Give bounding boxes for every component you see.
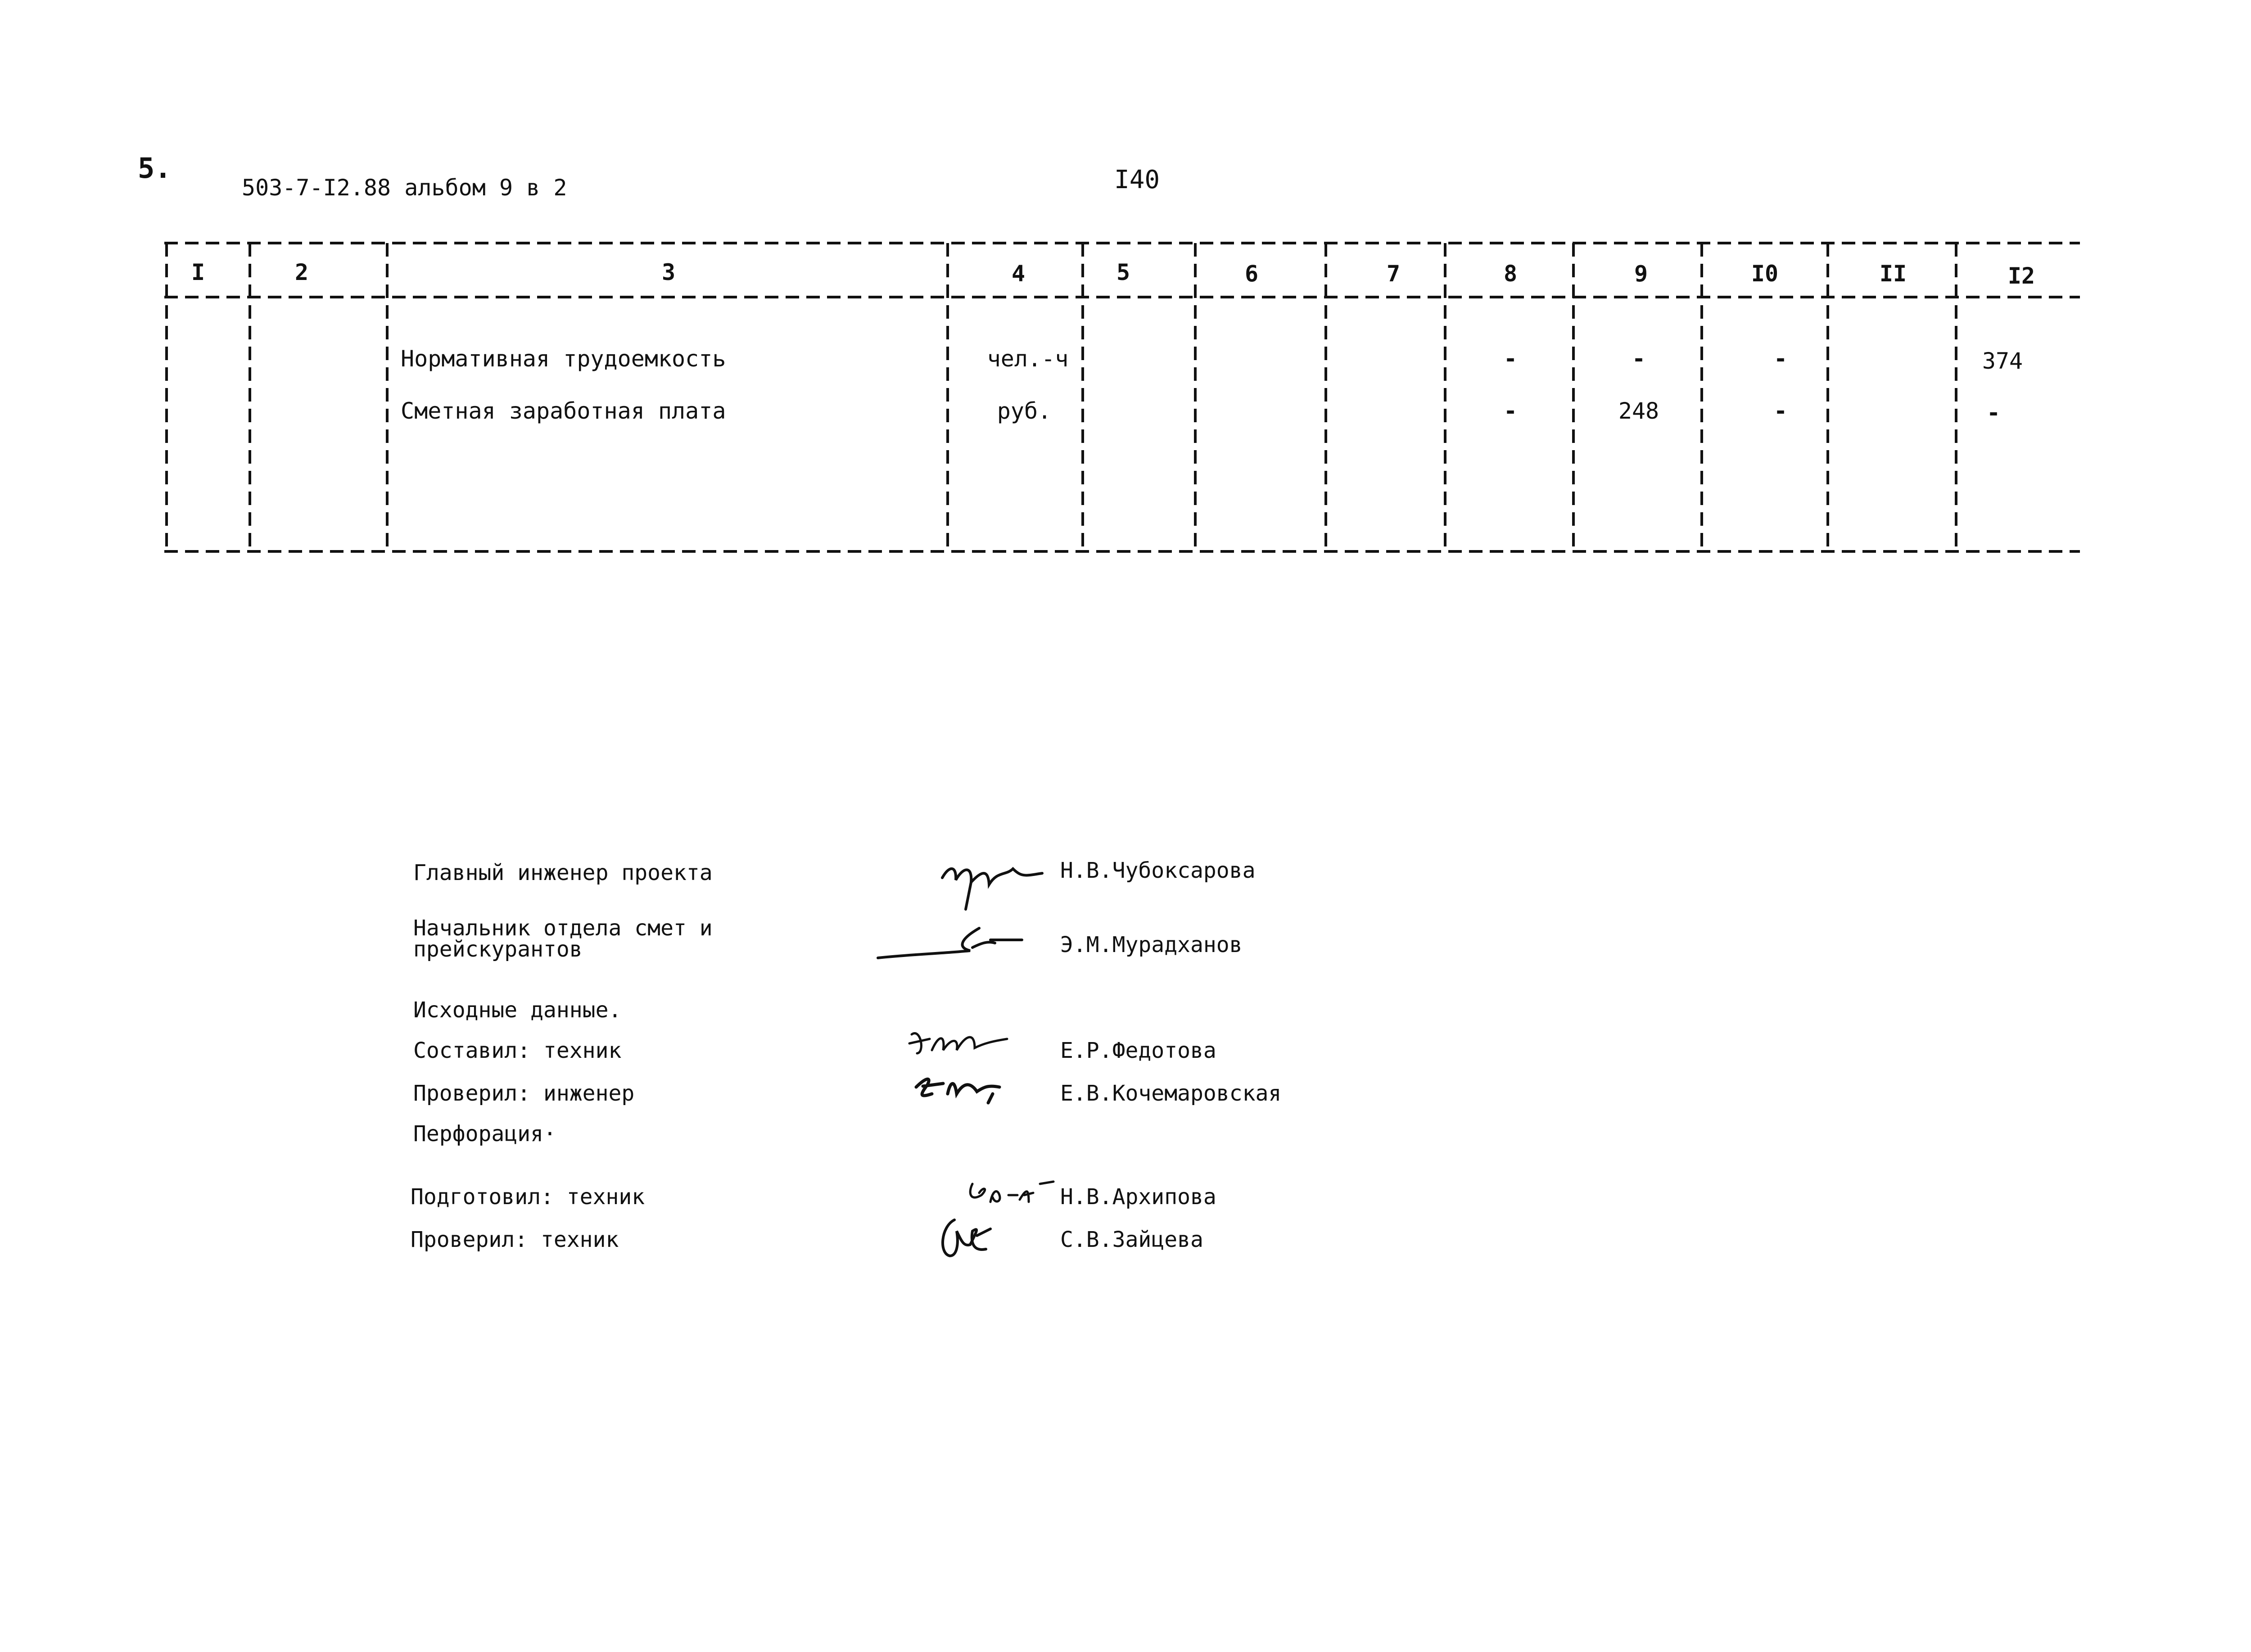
checked-by-technician-name: С.В.Зайцева [1060, 1227, 1203, 1252]
cell-col8: - [1503, 346, 1518, 372]
perforation-label: Перфорация· [413, 1121, 556, 1146]
prepared-by-signature [966, 1175, 1056, 1211]
compiled-by-label: Составил: техник [413, 1038, 622, 1063]
table-grid [0, 0, 2251, 585]
cell-col9: 248 [1618, 398, 1659, 424]
checked-by-technician-signature [936, 1213, 995, 1263]
col-number: I [191, 259, 205, 285]
chief-engineer-signature [939, 858, 1047, 914]
cell-col12: - [1986, 400, 2001, 426]
col-number: I2 [2007, 263, 2035, 289]
department-head-label-line2: прейскурантов [413, 937, 583, 962]
department-head-name: Э.М.Мурадханов [1060, 932, 1243, 957]
compiled-by-signature [907, 1025, 1011, 1061]
row-name: Нормативная трудоемкость [401, 346, 726, 372]
cell-col12: 374 [1982, 348, 2023, 374]
checked-by-engineer-label: Проверил: инженер [413, 1081, 635, 1106]
col-number: I0 [1751, 261, 1779, 287]
col-number: 3 [661, 259, 676, 285]
cell-col10: - [1773, 398, 1788, 424]
compiled-by-name: Е.Р.Федотова [1060, 1038, 1216, 1063]
col-number: 8 [1503, 261, 1518, 287]
col-number: 6 [1244, 261, 1259, 287]
source-data-label: Исходные данные. [413, 998, 622, 1023]
col-number: 4 [1011, 261, 1026, 287]
chief-engineer-name: Н.В.Чубоксарова [1060, 858, 1256, 883]
col-number: 2 [294, 259, 309, 285]
cell-col9: - [1632, 346, 1646, 372]
col-number: 7 [1386, 261, 1401, 287]
cell-col8: - [1503, 398, 1518, 424]
col-number: 5 [1116, 259, 1130, 285]
page-mark: 5. [138, 152, 172, 185]
department-head-signature [876, 923, 1024, 963]
department-head-label-line1: Начальник отдела смет и [413, 916, 713, 941]
cell-col10: - [1773, 346, 1788, 372]
chief-engineer-label: Главный инженер проекта [413, 860, 713, 885]
col-number: II [1879, 261, 1907, 287]
row-unit: чел.-ч [987, 346, 1069, 372]
prepared-by-name: Н.В.Архипова [1060, 1184, 1216, 1210]
prepared-by-label: Подготовил: техник [411, 1184, 645, 1210]
row-unit: руб. [997, 398, 1052, 424]
checked-by-engineer-signature [909, 1069, 1006, 1107]
page-number: I40 [1114, 165, 1160, 194]
row-name: Сметная заработная плата [401, 398, 726, 424]
col-number: 9 [1634, 261, 1648, 287]
document-code: 503-7-I2.88 альбом 9 в 2 [242, 175, 567, 201]
checked-by-engineer-name: Е.В.Кочемаровская [1060, 1081, 1282, 1106]
checked-by-technician-label: Проверил: техник [411, 1227, 619, 1252]
